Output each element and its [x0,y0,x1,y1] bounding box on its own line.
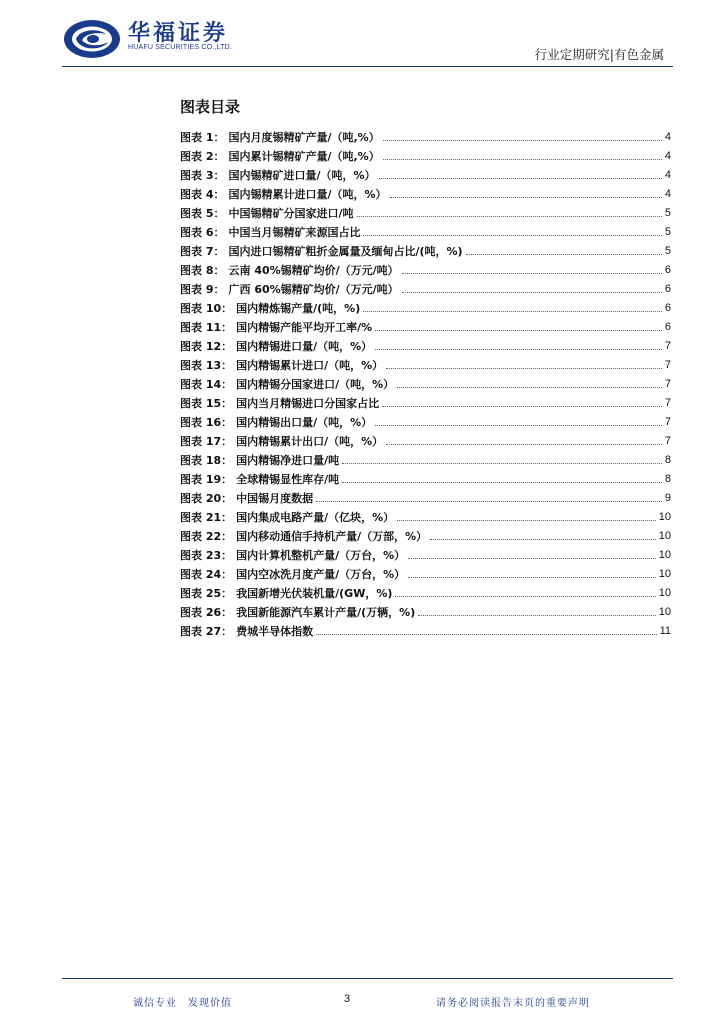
toc-item-page: 9 [664,492,671,504]
toc-item-title: 中国锡月度数据 [236,492,314,505]
toc-item[interactable] [180,182,671,201]
toc-item-title: 广西 60%锡精矿均价/（万元/吨） [228,283,399,296]
toc-item-number: 图表 27： [180,625,233,638]
toc-item-number: 图表 4： [180,188,225,201]
toc-item[interactable] [180,391,671,410]
toc-item[interactable] [180,505,671,524]
toc-item-title: 国内精锡进口量/（吨，%） [236,340,373,353]
toc-item[interactable] [180,600,671,619]
dot-leader [408,558,656,559]
toc-item[interactable] [180,581,671,600]
toc-item-title: 国内当月精锡进口分国家占比 [236,397,380,410]
toc-item[interactable] [180,239,671,258]
toc-item-title: 国内锡精累计进口量/（吨，%） [228,188,387,201]
toc-item-page: 6 [664,321,671,333]
dot-leader [386,444,662,445]
dot-leader [379,178,662,179]
toc-item-number: 图表 7： [180,245,225,258]
toc-item-title: 中国当月锡精矿来源国占比 [228,226,361,239]
toc-item-title: 我国新能源汽车累计产量/(万辆，%) [236,606,416,619]
toc-item-title: 国内精锡产能平均开工率/% [236,321,373,334]
dot-leader [363,235,661,236]
toc-item[interactable] [180,486,671,505]
header-divider [62,66,673,67]
toc-item-page: 8 [664,454,671,466]
toc-list [180,125,671,638]
dot-leader [375,425,662,426]
dot-leader [342,463,662,464]
toc-item[interactable] [180,524,671,543]
toc-item-page: 7 [664,340,671,352]
dot-leader [383,140,662,141]
toc-item-title: 国内月度锡精矿产量/（吨,%） [228,131,380,144]
toc-item-number: 图表 17： [180,435,233,448]
toc-item-page: 7 [664,397,671,409]
toc-item-page: 6 [664,283,671,295]
toc-item[interactable] [180,619,671,638]
toc-item-title: 国内精锡累计进口/（吨，%） [236,359,384,372]
toc-item-page: 4 [664,131,671,143]
toc-item-number: 图表 2： [180,150,225,163]
footer-divider [62,978,673,979]
toc-item[interactable] [180,467,671,486]
dot-leader [402,273,662,274]
toc-item-number: 图表 19： [180,473,233,486]
toc-item-page: 7 [664,378,671,390]
toc-item-number: 图表 23： [180,549,233,562]
toc-item-page: 5 [664,245,671,257]
dot-leader [397,520,656,521]
toc-item-number: 图表 22： [180,530,233,543]
dot-leader [342,482,662,483]
page-header [0,0,724,70]
dot-leader [408,577,656,578]
toc-item-title: 国内累计锡精矿产量/（吨,%） [228,150,380,163]
huafu-logo-icon [62,18,122,60]
dot-leader [357,216,662,217]
toc-item-title: 中国锡精矿分国家进口/吨 [228,207,354,220]
toc-item-page: 8 [664,473,671,485]
dot-leader [383,159,662,160]
toc-item[interactable] [180,125,671,144]
dot-leader [375,330,662,331]
toc-item[interactable] [180,448,671,467]
toc-item-number: 图表 16： [180,416,233,429]
toc-item-page: 10 [658,549,671,561]
toc-item-title: 国内移动通信手持机产量/（万部，%） [236,530,428,543]
footer-slogan: 诚信专业 发现价值 [133,998,232,1009]
toc-item[interactable] [180,410,671,429]
dot-leader [466,254,662,255]
toc-item[interactable] [180,277,671,296]
toc-item-title: 费城半导体指数 [236,625,314,638]
toc-item[interactable] [180,372,671,391]
toc-item-number: 图表 15： [180,397,233,410]
toc-item-title: 国内计算机整机产量/（万台，%） [236,549,406,562]
brand-name-cn: 华福证券 [128,21,229,46]
toc-item-title: 国内进口锡精矿粗折金属量及缅甸占比/(吨，%) [228,245,463,258]
toc-item-page: 7 [664,359,671,371]
toc-item-page: 6 [664,264,671,276]
toc-item-page: 4 [664,188,671,200]
toc-item[interactable] [180,163,671,182]
brand-name-en: HUAFU SECURITIES CO.,LTD. [128,44,233,51]
toc-item[interactable] [180,315,671,334]
toc-item-page: 6 [664,302,671,314]
dot-leader [390,197,662,198]
toc-item-page: 5 [664,207,671,219]
toc-item[interactable] [180,562,671,581]
toc-item-page: 10 [658,530,671,542]
dot-leader [375,349,662,350]
toc-item-title: 我国新增光伏装机量/(GW，%) [236,587,393,600]
toc-item-number: 图表 14： [180,378,233,391]
toc-title: 图表目录 [180,98,241,116]
toc-item-page: 10 [658,606,671,618]
toc-item-number: 图表 11： [180,321,233,334]
toc-item[interactable] [180,296,671,315]
toc-item-number: 图表 8： [180,264,225,277]
dot-leader [363,311,662,312]
dot-leader [316,501,662,502]
toc-item-title: 国内空冰洗月度产量/（万台，%） [236,568,406,581]
toc-item[interactable] [180,201,671,220]
toc-item-page: 4 [664,169,671,181]
toc-item-number: 图表 21： [180,511,233,524]
toc-item-number: 图表 24： [180,568,233,581]
toc-item-page: 4 [664,150,671,162]
toc-item[interactable] [180,543,671,562]
toc-item-title: 国内锡精矿进口量/（吨，%） [228,169,376,182]
toc-item-number: 图表 20： [180,492,233,505]
toc-item-number: 图表 25： [180,587,233,600]
page-number: 3 [344,993,351,1005]
toc-item-title: 国内集成电路产量/（亿块，%） [236,511,395,524]
dot-leader [382,406,662,407]
toc-item[interactable] [180,220,671,239]
toc-item-title: 全球精锡显性库存/吨 [236,473,340,486]
toc-item-number: 图表 18： [180,454,233,467]
dot-leader [402,292,662,293]
report-category: 行业定期研究|有色金属 [534,47,664,62]
toc-item-number: 图表 5： [180,207,225,220]
toc-item-page: 11 [659,625,671,637]
toc-item-title: 国内精锡出口量/（吨，%） [236,416,373,429]
toc-item-page: 10 [658,511,671,523]
toc-item-title: 国内精锡累计出口/（吨，%） [236,435,384,448]
toc-item[interactable] [180,353,671,372]
footer-disclaimer: 请务必阅读报告末页的重要声明 [436,998,590,1009]
toc-item-title: 国内精炼锡产量/(吨，%) [236,302,361,315]
dot-leader [430,539,656,540]
toc-item-page: 10 [658,568,671,580]
toc-item-title: 国内精锡净进口量/吨 [236,454,340,467]
dot-leader [397,387,662,388]
toc-item-number: 图表 3： [180,169,225,182]
dot-leader [418,615,656,616]
toc-item-number: 图表 10： [180,302,233,315]
toc-item-page: 10 [658,587,671,599]
toc-item[interactable] [180,144,671,163]
toc-item-page: 7 [664,416,671,428]
toc-item-number: 图表 9： [180,283,225,296]
toc-item-page: 5 [664,226,671,238]
toc-item[interactable] [180,258,671,277]
toc-item-number: 图表 1： [180,131,225,144]
toc-item-number: 图表 26： [180,606,233,619]
toc-item[interactable] [180,429,671,448]
toc-item-title: 国内精锡分国家进口/（吨，%） [236,378,395,391]
dot-leader [395,596,655,597]
dot-leader [316,634,656,635]
toc-item-number: 图表 12： [180,340,233,353]
toc-item-number: 图表 13： [180,359,233,372]
toc-item-title: 云南 40%锡精矿均价/（万元/吨） [228,264,399,277]
toc-item[interactable] [180,334,671,353]
toc-item-number: 图表 6： [180,226,225,239]
toc-item-page: 7 [664,435,671,447]
dot-leader [386,368,662,369]
